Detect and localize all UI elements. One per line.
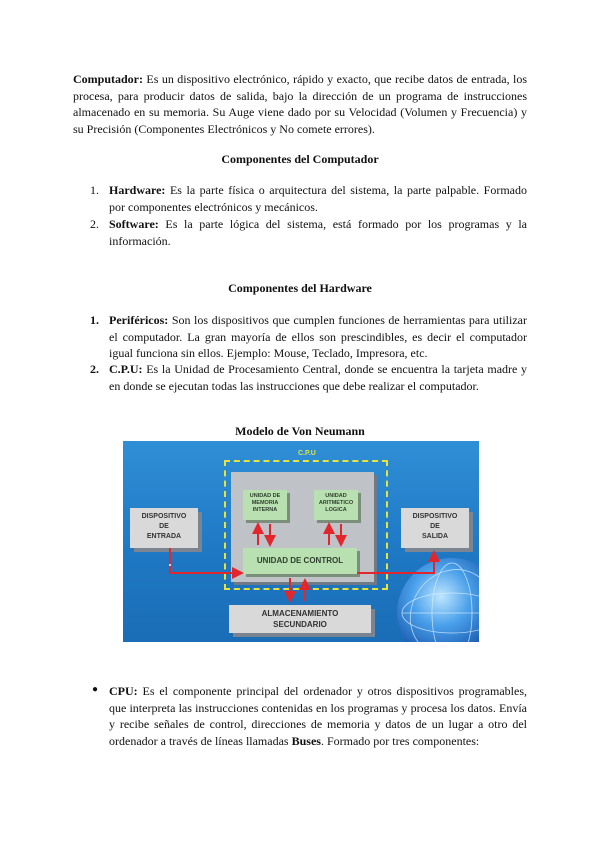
list-number: 2. [90,362,99,376]
output-label-1: DISPOSITIVO [412,513,458,520]
cpu-bullet-paragraph [109,683,527,749]
heading-von-neumann: Modelo de Von Neumann [235,424,365,438]
list-number: 2. [90,217,99,231]
cpu-bullet-text1: Es el componente principal del ordenador y otros dispositivos programables, que interpreta las instrucciones contenidas en los programas y procesa los datos. Envía y recibe señales de control, direcciones de memoria y datos de un lugar a otro del ordenador a través de líneas llamadas [109,684,527,748]
heading-componentes-computador: Componentes del Computador [221,152,379,166]
cpu-text: Es la Unidad de Procesamiento Central, donde se encuentra la tarjeta madre y en donde se ejecutan todas las instrucciones que debe realizar el computador. [109,362,527,393]
output-label-3: SALIDA [421,533,449,540]
hardware-text: Es la parte física o arquitectura del sistema, la parte palpable. Formado por componentes electrónicos y mecánicos. [109,183,527,214]
hardware-term: Hardware: [109,183,166,197]
input-label-3: ENTRADA [146,533,182,540]
memory-label-2: MEMORIA [251,500,279,506]
heading-componentes-hardware: Componentes del Hardware [228,281,372,295]
buses-term: Buses [291,733,321,748]
storage-label-1: ALMACENAMIENTO [261,609,339,618]
cpu-bullet-text2: . Formado por tres componentes: [320,733,480,748]
perifericos-term: Periféricos: [109,313,169,327]
alu-label-1: UNIDAD [325,493,347,499]
list-number: 1. [90,313,99,327]
intro-term: Computador: [73,72,144,86]
list-number: 1. [90,183,99,197]
bullet-dot: ● [92,684,99,695]
control-unit-label: UNIDAD DE CONTROL [256,556,344,565]
cpu-bullet-term: CPU: [109,684,138,698]
input-label-2: DE [159,523,169,530]
alu-label-2: ARITMETICO [318,500,354,506]
intro-text: Es un dispositivo electrónico, rápido y exacto, que recibe datos de entrada, los procesa, para producir datos de salida, bajo la dirección de un programa de instrucciones almacenado en su memoria. Su Auge viene dado por su Velocidad (Volumen y Frecuencia) y su Precisión (Componentes Electrónicos y No comete errores). [73,72,527,136]
alu-label-3: LOGICA [325,507,347,513]
output-label-2: DE [430,523,440,530]
storage-label-2: SECUNDARIO [273,620,327,629]
memory-label-3: INTERNA [252,507,278,513]
software-text: Es la parte lógica del sistema, está formado por los programas y la información. [109,217,527,248]
perifericos-text: Son los dispositivos que cumplen funciones de herramientas para utilizar el computador. La gran mayoría de ellos son prescindibles, es decir el computador igual funciona sin ellos. Ejemplo: Mouse, Teclado, Impresora, etc. [109,313,527,360]
memory-label-1: UNIDAD DE [249,493,281,499]
input-label-1: DISPOSITIVO [141,513,187,520]
cpu-boundary-label: C.P.U [298,450,316,457]
cpu-term: C.P.U: [109,362,143,376]
software-term: Software: [109,217,159,231]
